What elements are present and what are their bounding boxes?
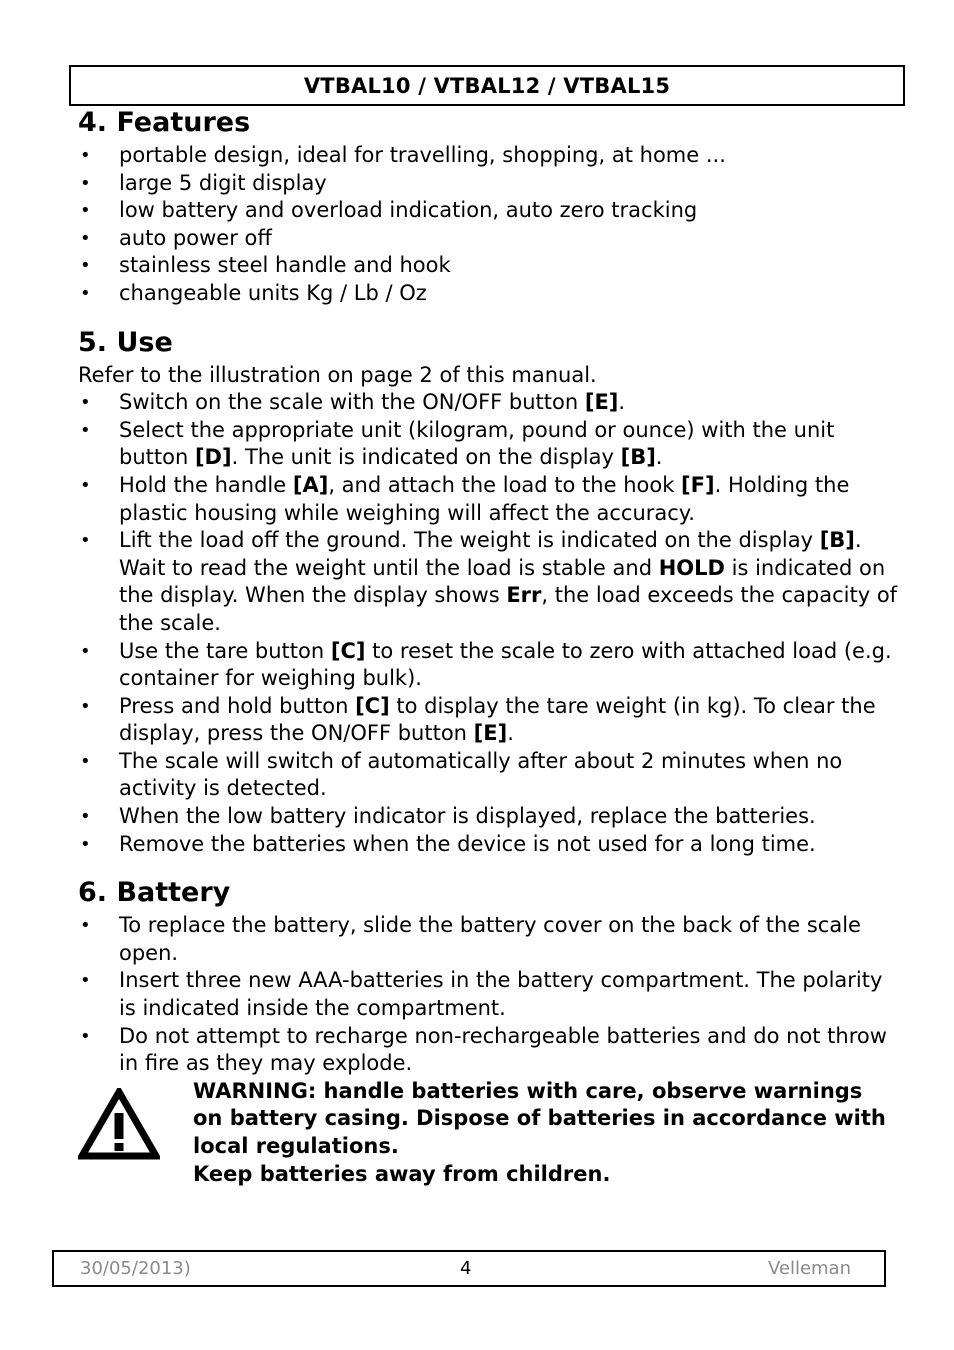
use-step [78, 693, 898, 748]
use-intro: Refer to the illustration on page 2 of this manual. [78, 362, 597, 387]
bullet-icon: • [80, 282, 91, 304]
list-item-text [119, 832, 816, 856]
use-step [78, 638, 898, 693]
reference-label: [B] [620, 445, 656, 470]
bullet-icon: • [80, 392, 91, 414]
feature-item [78, 225, 898, 253]
bullet-icon: • [80, 806, 91, 828]
warning-children-text: Keep batteries away from children. [193, 1161, 611, 1186]
bullet-icon: • [80, 172, 91, 194]
bullet-icon: • [80, 1025, 91, 1047]
feature-item [78, 142, 898, 170]
battery-item [78, 1023, 898, 1078]
feature-item [78, 252, 898, 280]
list-item-text: large 5 digit display [119, 170, 327, 195]
use-step [78, 748, 898, 803]
list-item-text: changeable units Kg / Lb / Oz [119, 280, 427, 305]
bullet-icon: • [80, 145, 91, 166]
footer-date: 30/05/2013) [80, 1258, 191, 1279]
text-segment: to reset the scale to zero with attached load (e.g. container for weighing bulk). [119, 638, 892, 691]
list-item-text [119, 390, 625, 414]
text-segment: The scale will switch of automatically after about 2 minutes when no activity is detected. [119, 748, 843, 801]
list-item-text [119, 694, 876, 746]
reference-label: [B] [819, 528, 855, 553]
battery-item [78, 912, 898, 967]
battery-heading: 6. Battery [78, 877, 231, 909]
battery-warning [78, 1078, 898, 1188]
battery-list [78, 912, 898, 1078]
list-item-text [119, 473, 849, 525]
text-segment: is indicated on the display. When the display shows [119, 555, 886, 608]
document-header: VTBAL10 / VTBAL12 / VTBAL15 [69, 65, 905, 106]
text-segment: Use the tare button [119, 638, 331, 663]
bullet-icon: • [80, 833, 91, 855]
feature-item [78, 197, 898, 225]
text-segment: Hold the handle [119, 472, 293, 497]
text-segment: . [507, 721, 514, 746]
text-segment: Remove the batteries when the device is not used for a long time. [119, 831, 816, 856]
text-segment: . Holding the plastic housing while weighing will affect the accuracy. [119, 472, 850, 525]
list-item-text: To replace the battery, slide the battery cover on the back of the scale open. [119, 913, 861, 965]
bullet-icon: • [80, 200, 91, 222]
list-item-text [119, 528, 897, 635]
reference-label: [C] [330, 638, 366, 663]
bullet-icon: • [80, 227, 91, 249]
reference-label: HOLD [658, 555, 725, 580]
list-item-text: auto power off [119, 225, 272, 250]
use-step [78, 831, 898, 859]
bullet-icon: • [80, 419, 91, 441]
list-item-text [119, 749, 842, 801]
battery-item [78, 967, 898, 1022]
text-segment: When the low battery indicator is displayed, replace the batteries. [119, 804, 816, 829]
use-step [78, 803, 898, 831]
reference-label: [E] [473, 721, 508, 746]
text-segment: . The unit is indicated on the display [231, 445, 621, 470]
bullet-icon: • [80, 915, 91, 937]
features-heading: 4. Features [78, 107, 251, 138]
bullet-icon: • [80, 970, 91, 992]
use-list [78, 389, 898, 858]
bullet-icon: • [80, 255, 91, 277]
feature-item [78, 170, 898, 198]
reference-label: [E] [584, 390, 619, 415]
text-segment: Select the appropriate unit (kilogram, pound or ounce) with the unit button [119, 417, 835, 470]
reference-label: [F] [681, 472, 715, 497]
reference-label: [C] [355, 693, 390, 718]
warning-triangle-icon [78, 1088, 160, 1160]
list-item-text [119, 418, 834, 470]
reference-label: [A] [292, 472, 329, 497]
list-item-text: low battery and overload indication, auto zero tracking [119, 198, 698, 223]
bullet-icon: • [80, 640, 91, 662]
text-segment: Press and hold button [119, 693, 356, 718]
footer-page-number: 4 [460, 1258, 472, 1279]
text-segment: , and attach the load to the hook [328, 472, 682, 497]
use-heading: 5. Use [78, 326, 173, 358]
use-step [78, 472, 898, 527]
list-item-text [119, 804, 816, 828]
bullet-icon: • [80, 750, 91, 772]
use-step [78, 389, 898, 417]
text-segment: . [618, 390, 626, 415]
list-item-text: stainless steel handle and hook [119, 253, 451, 278]
features-list [78, 142, 898, 308]
text-segment: Lift the load off the ground. The weight is indicated on the display [119, 528, 820, 553]
bullet-icon: • [80, 530, 91, 552]
bullet-icon: • [80, 474, 91, 496]
text-segment: to display the tare weight (in kg). To clear the display, press the ON/OFF button [119, 693, 876, 746]
feature-item [78, 280, 898, 308]
bullet-icon: • [80, 695, 91, 717]
page-content [78, 104, 898, 1188]
text-segment: Switch on the scale with the ON/OFF button [119, 390, 585, 415]
reference-label: [D] [194, 445, 232, 470]
page-footer [52, 1250, 886, 1287]
text-segment: , the load exceeds the capacity of the scale. [119, 583, 898, 635]
reference-label: Err [506, 583, 542, 608]
footer-brand: Velleman [767, 1258, 851, 1279]
warning-text: WARNING: handle batteries with care, observe warnings on battery casing. Dispose of batteries in accordance with local regulations. [193, 1078, 886, 1158]
list-item-text: Insert three new AAA-batteries in the battery compartment. The polarity is indicated inside the compartment. [119, 968, 883, 1021]
text-segment: . Wait to read the weight until the load is stable and [119, 528, 862, 580]
text-segment: . [655, 445, 663, 470]
use-step [78, 417, 898, 472]
list-item-text [119, 639, 892, 691]
list-item-text: Do not attempt to recharge non-rechargeable batteries and do not throw in fire as they may explode. [119, 1023, 887, 1076]
use-step [78, 527, 898, 637]
list-item-text: portable design, ideal for travelling, shopping, at home ... [119, 143, 726, 167]
